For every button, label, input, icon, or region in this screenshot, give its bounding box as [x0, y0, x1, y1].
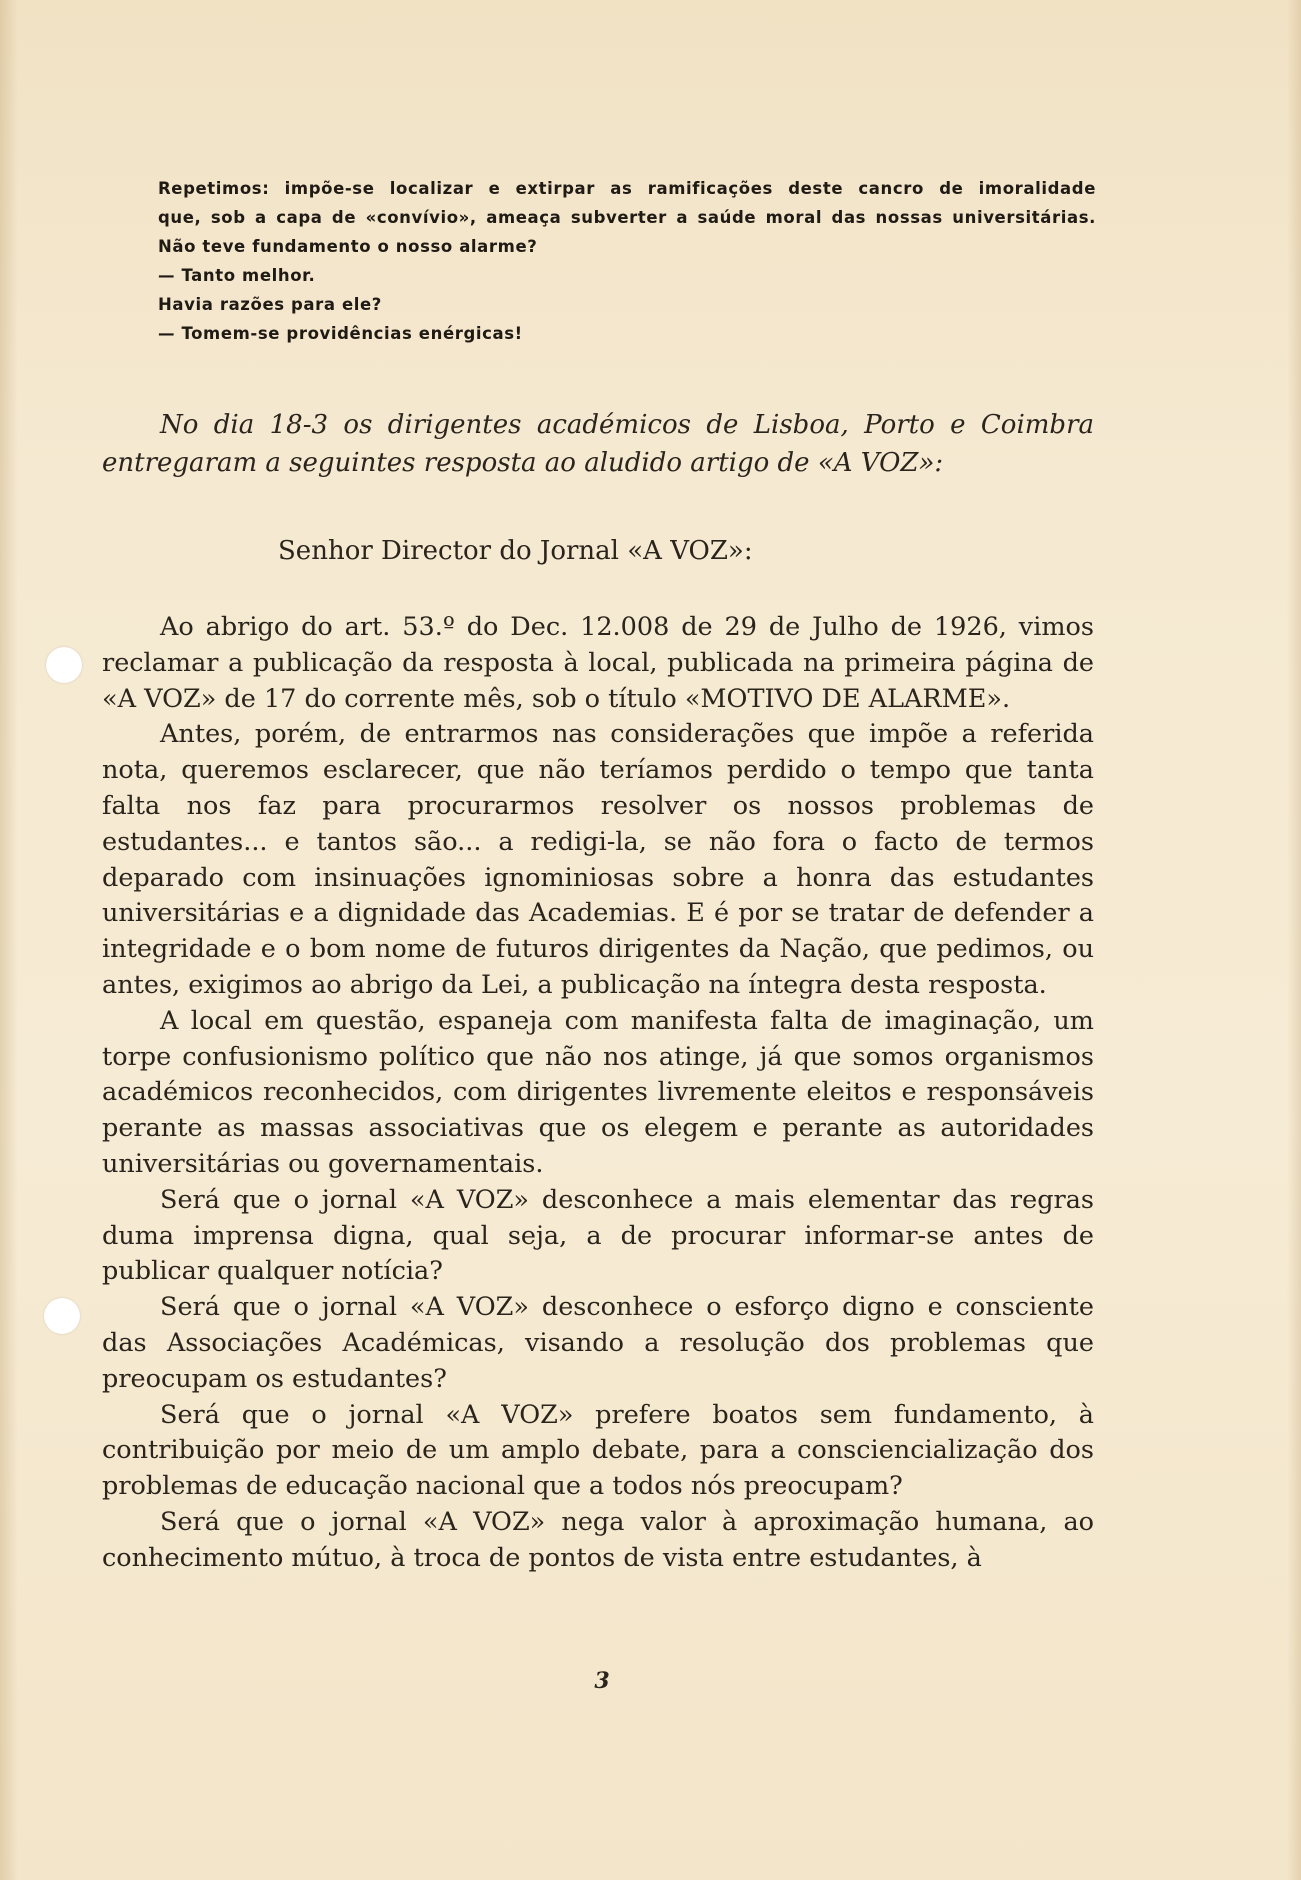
- letter-paragraph: Será que o jornal «A VOZ» desconhece a mais elementar das regras duma imprensa digna, qual seja, a de procurar informar-se antes de publicar qualquer notícia?: [102, 1184, 1094, 1287]
- excerpt-line: Havia razões para ele?: [158, 295, 382, 314]
- letter-paragraph: Será que o jornal «A VOZ» nega valor à aproximação humana, ao conhecimento mútuo, à troca de pontos de vista entre estudantes, à: [102, 1506, 1094, 1573]
- excerpt-line: Repetimos: impõe-se localizar e extirpar as ramificações deste cancro de imoralidade: [158, 179, 1096, 198]
- letter-paragraph: Será que o jornal «A VOZ» desconhece o esforço digno e consciente das Associações Académicas, visando a resolução dos problemas que preocupam os estudantes?: [102, 1292, 1094, 1394]
- letter-body: [102, 610, 1094, 1577]
- excerpt-line: que, sob a capa de «convívio», ameaça subverter a saúde moral das nossas universitárias.: [158, 208, 1096, 227]
- letter-paragraph: Será que o jornal «A VOZ» prefere boatos sem fundamento, à contribuição por meio de um amplo debate, para a consciencialização dos problemas de educação nacional que a todos nós preocupam?: [102, 1399, 1094, 1502]
- letter-salutation: Senhor Director do Jornal «A VOZ»:: [278, 536, 753, 566]
- excerpt-line: — Tanto melhor.: [158, 266, 316, 285]
- page-number: 3: [594, 1668, 610, 1694]
- quoted-article-excerpt: [158, 174, 1096, 348]
- punch-hole: [46, 647, 82, 683]
- letter-paragraph: Antes, porém, de entrarmos nas considerações que impõe a referida nota, queremos esclarecer, que não teríamos perdido o tempo que tanta falta nos faz para procurarmos resolver os nossos problemas de estudantes... e tantos são... a redigi-la, se não fora o facto de termos deparado com insinuações ignominiosas sobre a honra das estudantes universitárias e a dignidade das Academias. E é por se tratar de defender a integridade e o bom nome de futuros dirigentes da Nação, que pedimos, ou antes, exigimos ao abrigo da Lei, a publicação na íntegra desta resposta.: [102, 719, 1094, 1000]
- editorial-note: [102, 406, 1094, 482]
- note-line: entregaram a seguintes resposta ao aludido artigo de «A VOZ»:: [102, 448, 944, 478]
- excerpt-line: Não teve fundamento o nosso alarme?: [158, 237, 538, 256]
- excerpt-line: — Tomem-se providências enérgicas!: [158, 324, 523, 343]
- letter-paragraph: Ao abrigo do art. 53.º do Dec. 12.008 de 29 de Julho de 1926, vimos reclamar a publicação da resposta à local, publicada na primeira página de «A VOZ» de 17 do corrente mês, sob o título «MOTIVO DE ALARME».: [102, 612, 1094, 714]
- note-line: No dia 18-3 os dirigentes académicos de Lisboa, Porto e Coimbra: [160, 410, 1094, 440]
- punch-hole: [44, 1298, 80, 1334]
- letter-paragraph: A local em questão, espaneja com manifesta falta de imaginação, um torpe confusionismo político que não nos atinge, já que somos organismos académicos reconhecidos, com dirigentes livremente eleitos e responsáveis perante as massas associativas que os elegem e perante as autoridades universitárias ou governamentais.: [102, 1005, 1094, 1179]
